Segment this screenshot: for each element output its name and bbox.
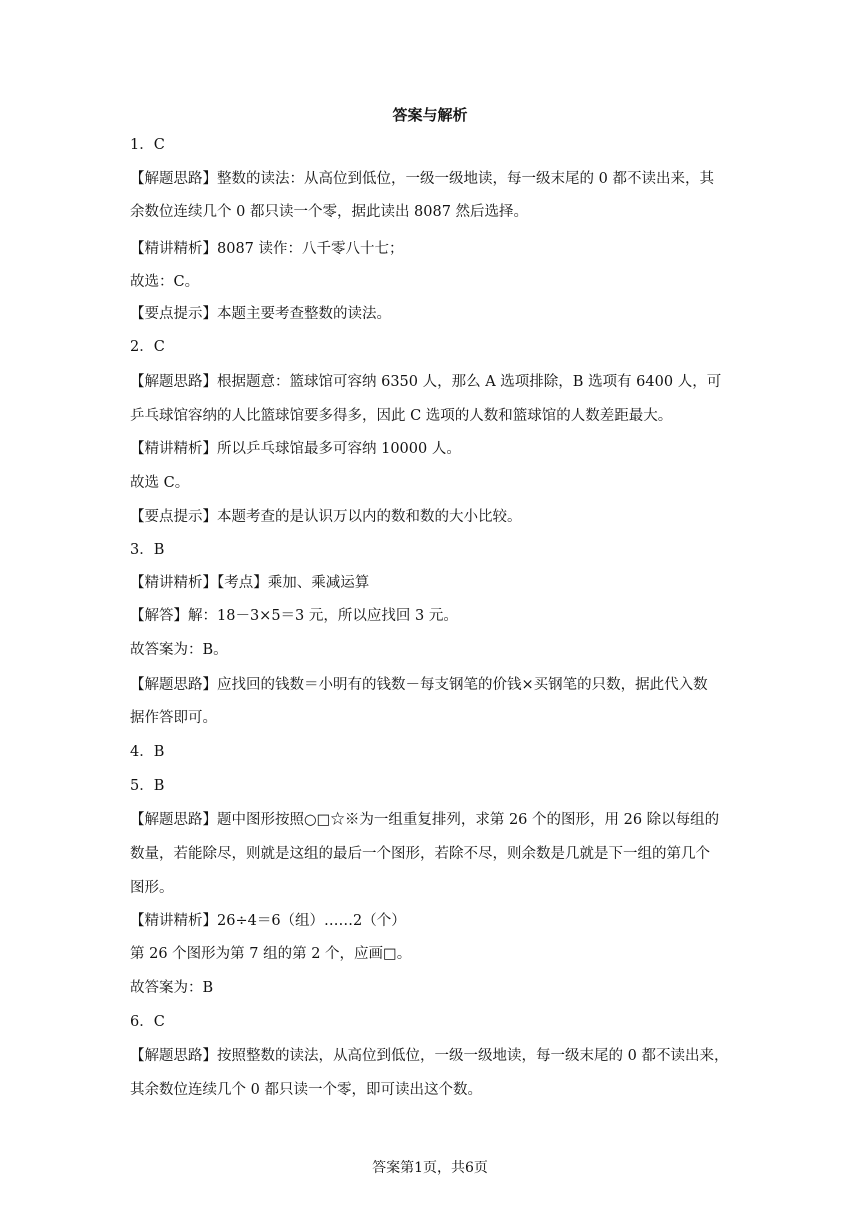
answer-line: 据作答即可。 (130, 710, 217, 726)
answer-line: 第 26 个图形为第 7 组的第 2 个，应画□。 (130, 946, 412, 962)
answer-line: 【解题思路】应找回的钱数＝小明有的钱数－每支钢笔的价钱×买钢笔的只数，据此代入数 (130, 677, 708, 693)
answer-line: 故选 C。 (130, 475, 190, 491)
answer-line: 图形。 (130, 880, 174, 896)
answer-line: 【精讲精析】26÷4＝6（组）……2（个） (130, 913, 406, 929)
answer-line: 【精讲精析】所以乒乓球馆最多可容纳 10000 人。 (130, 441, 461, 457)
answer-line: 【精讲精析】8087 读作：八千零八十七； (130, 241, 404, 257)
answer-line: 【解题思路】整数的读法：从高位到低位，一级一级地读，每一级末尾的 0 都不读出来，其 (130, 171, 714, 187)
answer-line: 6．C (130, 1014, 165, 1030)
answer-line: 其余数位连续几个 0 都只读一个零，即可读出这个数。 (130, 1082, 482, 1098)
answer-line: 3．B (130, 542, 165, 558)
answer-line: 【要点提示】本题主要考查整数的读法。 (130, 306, 391, 322)
answer-line: 故答案为：B。 (130, 642, 228, 658)
page-footer: 答案第1页，共6页 (372, 1160, 488, 1176)
answer-line: 2．C (130, 339, 165, 355)
answer-line: 余数位连续几个 0 都只读一个零，据此读出 8087 然后选择。 (130, 204, 529, 220)
answer-line: 1．C (130, 137, 165, 153)
answer-line: 【解题思路】根据题意：篮球馆可容纳 6350 人，那么 A 选项排除，B 选项有 6400 人，可 (130, 374, 722, 390)
answer-line: 【要点提示】本题考查的是认识万以内的数和数的大小比较。 (130, 509, 522, 525)
answer-line: 【解答】解：18－3×5＝3 元，所以应找回 3 元。 (130, 608, 458, 624)
answer-line: 乒乓球馆容纳的人比篮球馆要多得多，因此 C 选项的人数和篮球馆的人数差距最大。 (130, 408, 673, 424)
answer-line: 【解题思路】按照整数的读法，从高位到低位，一级一级地读，每一级末尾的 0 都不读出来， (130, 1048, 729, 1064)
answer-line: 【精讲精析】【考点】乘加、乘减运算 (130, 575, 370, 591)
answer-line: 故选：C。 (130, 274, 200, 290)
page-title: 答案与解析 (392, 106, 468, 124)
answer-line: 4．B (130, 744, 165, 760)
answer-line: 【解题思路】题中图形按照○□☆※为一组重复排列，求第 26 个的图形，用 26 除以每组的 (130, 812, 720, 828)
answer-line: 5．B (130, 778, 165, 794)
answer-line: 故答案为：B (130, 980, 214, 996)
answer-line: 数量，若能除尽，则就是这组的最后一个图形，若除不尽，则余数是几就是下一组的第几个 (130, 846, 710, 862)
